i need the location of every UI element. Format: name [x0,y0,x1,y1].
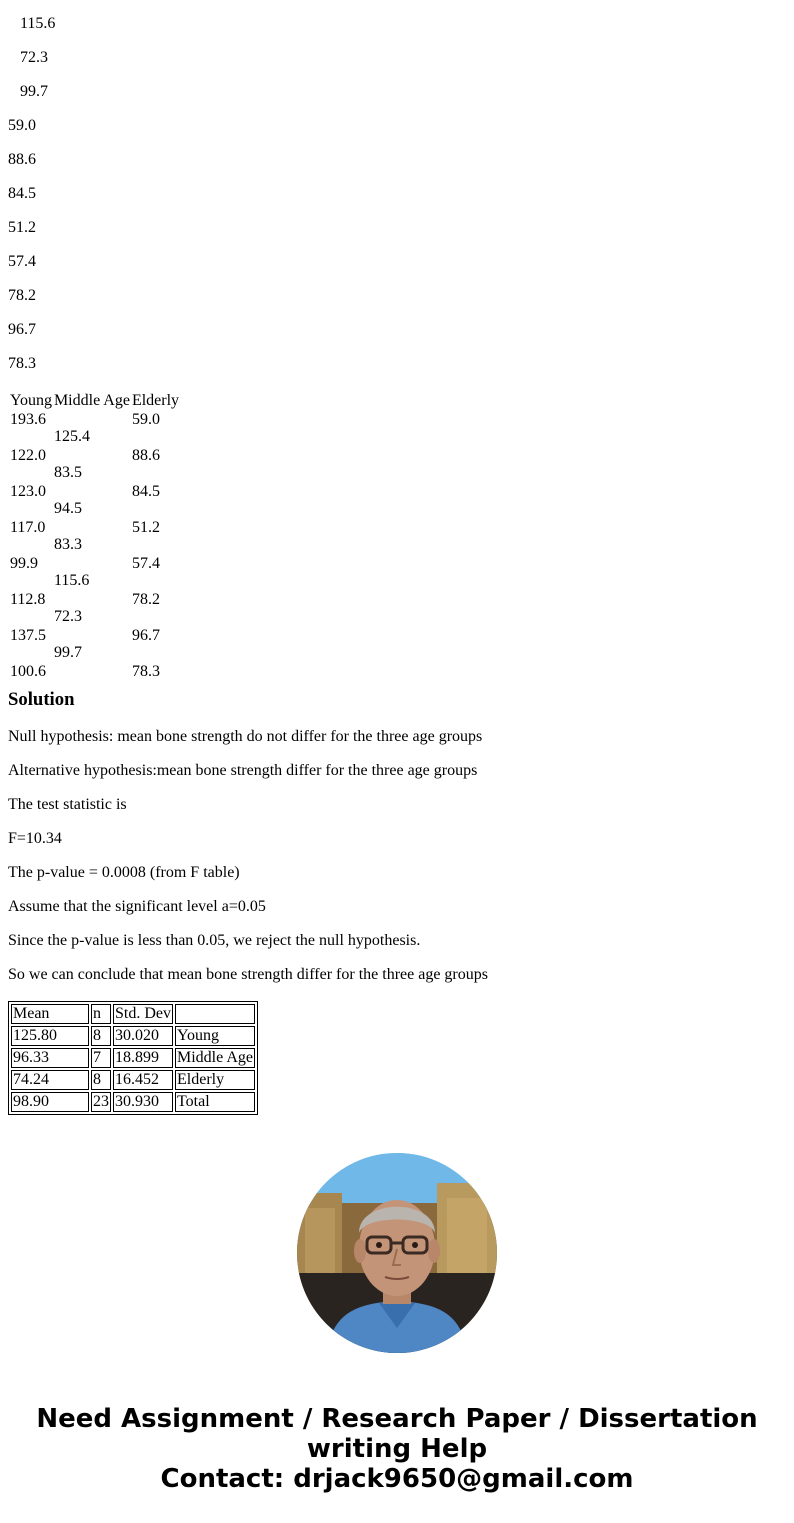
table-row [10,519,179,553]
table-header-row [11,1004,255,1024]
table-row [10,447,179,481]
column-header: Middle Age [53,392,130,409]
column-header: Mean [11,1004,89,1024]
solution-line: F=10.34 [8,830,62,847]
person-photo [297,1153,497,1353]
table-row [10,627,179,661]
table-cell: 7 [91,1048,111,1068]
table-cell: 30.930 [113,1092,173,1112]
table-cell: 98.90 [11,1092,89,1112]
value-line: 72.3 [20,49,48,66]
value-line: 78.3 [8,355,36,372]
table-cell: Young [175,1026,255,1046]
table-cell: Elderly [175,1070,255,1090]
solution-line: So we can conclude that mean bone strength differ for the three age groups [8,966,488,983]
promo-line: writing Help [306,1434,488,1464]
table-row [11,1048,255,1068]
table-cell: 83.3 [53,536,82,553]
table-cell: 125.80 [11,1026,89,1046]
table-cell: 94.5 [53,500,82,517]
table-cell: 83.5 [53,464,82,481]
value-line: 115.6 [20,15,56,32]
table-cell: 193.6 [10,411,46,428]
value-line: 96.7 [8,321,36,338]
value-line: 51.2 [8,219,36,236]
table-cell: 23 [93,1093,109,1110]
table-cell: 99.9 [10,555,38,572]
table-row [11,1070,255,1090]
table-cell: 122.0 [10,447,46,464]
column-header: n [91,1004,111,1024]
table-cell: 115.6 [53,572,90,589]
table-cell: 84.5 [131,483,160,500]
contact-line: Contact: drjack9650@gmail.com [160,1464,634,1494]
table-row [10,411,179,445]
solution-heading: Solution [8,689,75,710]
table-cell: 78.2 [131,591,160,608]
table-cell: Middle Age [177,1049,253,1066]
table-cell: 72.3 [53,608,82,625]
table-cell: Total [175,1092,255,1112]
table-cell: 99.7 [53,644,82,661]
table-row [10,555,179,589]
table-row [10,591,179,625]
table-cell: 96.33 [11,1048,89,1068]
table-cell: 16.452 [113,1070,173,1090]
table-row [10,663,179,680]
solution-line: Null hypothesis: mean bone strength do not differ for the three age groups [8,728,483,745]
solution-line: Since the p-value is less than 0.05, we reject the null hypothesis. [8,932,421,949]
summary-table [8,1001,258,1115]
table-cell: 112.8 [10,591,46,608]
column-header [175,1004,255,1024]
avatar [297,1153,497,1353]
table-row [10,483,179,517]
table-cell: 100.6 [10,663,46,680]
table-header-row [10,392,179,409]
column-header: Elderly [131,392,180,409]
table-cell: 18.899 [113,1048,173,1068]
promo-banner [0,1404,794,1494]
table-cell: 96.7 [131,627,160,644]
value-line: 84.5 [8,185,36,202]
solution-line: The test statistic is [8,796,127,813]
table-row [11,1026,255,1046]
table-cell: 59.0 [131,411,160,428]
table-cell: 137.5 [10,627,46,644]
solution-line: The p-value = 0.0008 (from F table) [8,864,240,881]
value-line: 78.2 [8,287,36,304]
column-header: Young [10,392,52,409]
solution-line: Alternative hypothesis:mean bone strength differ for the three age groups [8,762,478,779]
table-cell: 57.4 [131,555,160,572]
table-cell [54,663,130,680]
table-cell: 8 [91,1070,111,1090]
table-cell: 30.020 [113,1026,173,1046]
table-row [11,1092,255,1112]
table-cell: 8 [91,1026,111,1046]
value-line: 57.4 [8,253,36,270]
table-cell: 51.2 [131,519,160,536]
value-line: 99.7 [20,83,48,100]
table-cell: 123.0 [10,483,46,500]
table-cell: 117.0 [10,519,46,536]
solution-line: Assume that the significant level a=0.05 [8,898,266,915]
table-cell: 74.24 [11,1070,89,1090]
table-cell: 78.3 [131,663,160,680]
value-line: 59.0 [8,117,36,134]
column-header: Std. Dev [115,1005,171,1022]
table-cell: 125.4 [53,428,90,445]
data-table [8,390,181,682]
value-line: 88.6 [8,151,36,168]
table-cell: 88.6 [131,447,160,464]
promo-line: Need Assignment / Research Paper / Dissertation [36,1404,758,1434]
